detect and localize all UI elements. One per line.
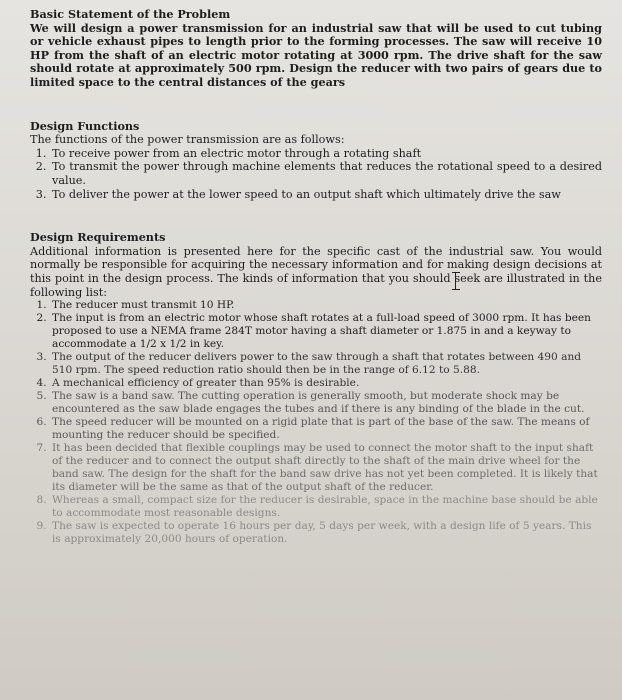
basic-statement-text: We will design a power transmission for an industrial saw that will be used to cut tubing or vehicle exhaust pipes to length prior to the forming processes. The saw will receive 10 HP from the shaft of an electric motor rotating at 3000 rpm. The drive shaft for the saw should rotate at approximately 500 rpm. Design the reducer with two pairs of gears due to limited space to the central distances of the gears: [30, 20, 602, 89]
requirement-item-3: 3. The output of the reducer delivers power to the saw through a shaft that rotates between 490 and 510 rpm. The speed reduction ratio should then be in the range of 6.12 to 5.88.: [50, 351, 602, 377]
requirement-item-1: 1. The reducer must transmit 10 HP.: [50, 299, 602, 312]
requirement-item-9: 9. The saw is expected to operate 16 hours per day, 5 days per week, with a design life of 5 years. This is approximately 20,000 hours of operation.: [50, 520, 602, 546]
design-functions-heading: Design Functions: [30, 118, 140, 133]
design-requirements-heading: Design Requirements: [30, 230, 166, 245]
requirement-item-2: 2. The input is from an electric motor whose shaft rotates at a full-load speed of 3000 rpm. It has been proposed to use a NEMA frame 284T motor having a shaft diameter or 1.875 in and a keyway to accommodate a 1/2 x 1/2 in key.: [50, 312, 602, 351]
design-requirements-section: [30, 231, 602, 546]
design-functions-intro: The functions of the power transmission are as follows:: [30, 133, 345, 147]
design-requirements-intro: Additional information is presented here for the specific cast of the industrial saw. You would normally be responsible for acquiring the necessary information and for making design decisions at this point in the design process. The kinds of information that you should seek are illustrated in the following list:: [30, 244, 602, 299]
requirement-item-7: 7. It has been decided that flexible couplings may be used to connect the motor shaft to the input shaft of the reducer and to connect the output shaft directly to the shaft of the main drive wheel for the band saw. The design for the shaft for the band saw drive has not yet been completed. It is likely that its diameter will be the same as that of the output shaft of the reducer.: [50, 442, 602, 494]
design-requirements-list: [30, 299, 602, 546]
requirement-item-8: 8. Whereas a small, compact size for the reducer is desirable, space in the machine base should be able to accommodate most reasonable designs.: [50, 494, 602, 520]
function-item-2: 2. To transmit the power through machine elements that reduces the rotational speed to a desired value.: [50, 160, 602, 187]
requirement-item-4: 4. A mechanical efficiency of greater than 95% is desirable.: [50, 377, 602, 390]
function-item-3: 3. To deliver the power at the lower speed to an output shaft which ultimately drive the saw: [50, 188, 602, 202]
document-content: [30, 8, 602, 572]
basic-statement-heading: Basic Statement of the Problem: [30, 7, 231, 21]
requirement-item-5: 5. The saw is a band saw. The cutting operation is generally smooth, but moderate shock may be encountered as the saw blade engages the tubes and if there is any binding of the blade in the cut.: [50, 390, 602, 416]
basic-statement-section: [30, 8, 602, 90]
function-item-1: 1. To receive power from an electric motor through a rotating shaft: [50, 147, 602, 161]
requirement-item-6: 6. The speed reducer will be mounted on a rigid plate that is part of the base of the saw. The means of mounting the reducer should be specified.: [50, 416, 602, 442]
text-cursor-icon: [455, 272, 464, 290]
design-functions-section: [30, 120, 602, 202]
design-functions-list: [30, 147, 602, 201]
